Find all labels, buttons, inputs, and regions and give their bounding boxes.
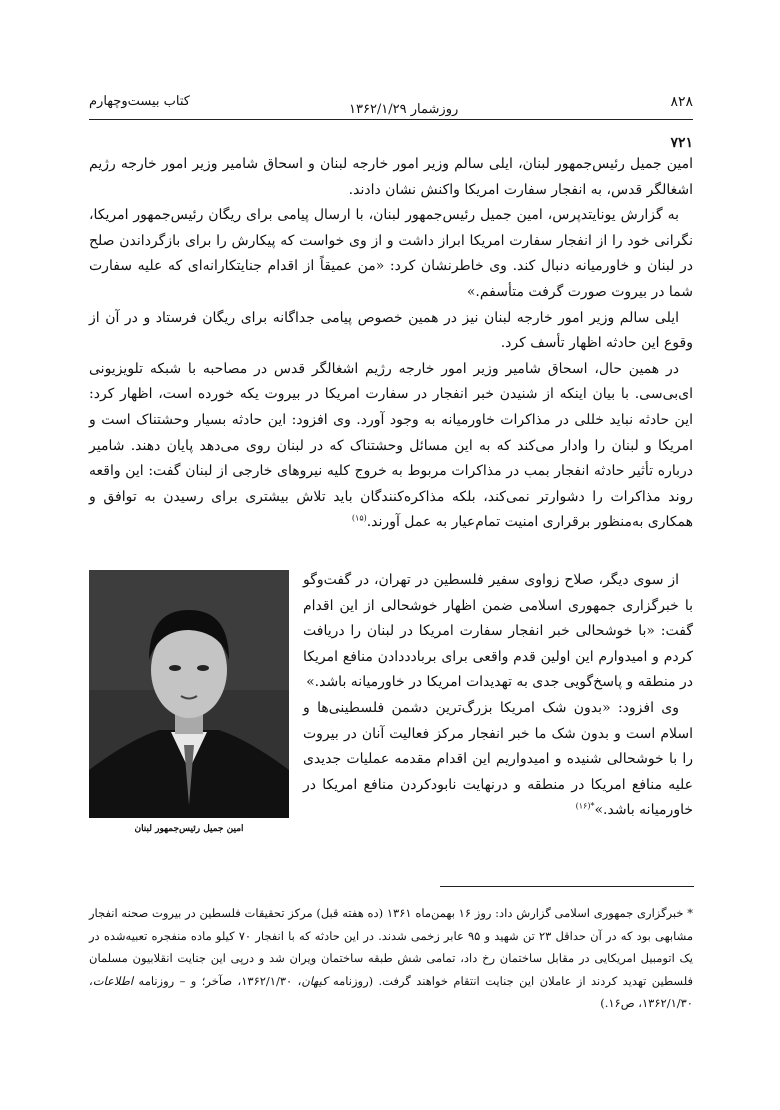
reference-marker: (۱۵) <box>351 513 367 523</box>
running-title: روزشمار ۱۳۶۲/۱/۲۹ <box>349 102 459 117</box>
footnote-source: اطلاعات <box>92 973 134 988</box>
footnote-text: ، ۱۳۶۲/۱/۳۰، ص۱۶.) <box>89 973 693 1010</box>
entry-number: ۷۲۱ <box>670 135 693 151</box>
photo-caption: امین جمیل رئیس‌جمهور لبنان <box>134 824 244 834</box>
footnote-text: * خبرگزاری جمهوری اسلامی گزارش داد: روز ۱۶ بهمن‌ماه ۱۳۶۱ (ده هفته قبل) مرکز تحقیقات فلسطین در بیروت صحنه انفجار مشابهی بود که در آن حداقل ۲۳ تن شهید و ۹۵ عابر زخمی شدند. در این حادثه که با انفجار ۷۰ کیلو ماده منفجره تعبیه‌شده در یک اتومبیل امریکایی در مقابل ساختمان رخ داد، تمامی شش طبقه ساختمان ویران شد و درپی این جنایت انقلابیون مسلمان فلسطین تهدید کردند از عاملان این جنایت انتقام خواهند گرفت. (روزنامه <box>89 906 693 988</box>
paragraph <box>303 696 693 824</box>
paragraph: از سوی دیگر، صلاح زواوی سفیر فلسطین در تهران، در گفت‌وگو با خبرگزاری جمهوری اسلامی ضمن اظهار خوشحالی از این اقدام گفت: «با خوشحالی خبر انفجار سفارت امریکا در لبنان را دریافت کردم و امیدوارم این اولین قدم واقعی برای بربادددادن منافع امریکا در منطقه و پاسخ‌گویی جدی به تهدیدات امریکا در خاورمیانه باشد.» <box>303 572 693 691</box>
paragraph: به گزارش یونایتدپرس، امین جمیل رئیس‌جمهور لبنان، با ارسال پیامی برای ریگان رئیس‌جمهور امریکا، نگرانی خود را از انفجار سفارت امریکا ابراز داشت و از وی خواست که پیکارش را برای بازگرداندن صلح در لبنان و خاورمیانه دنبال کند. وی خاطرنشان کرد: «من عمیقاً از اقدام جنایتکارانه‌ای که علیه سفارت شما در بیروت صورت گرفت متأسفم.» <box>89 207 693 300</box>
paragraph-text: در همین حال، اسحاق شامیر وزیر امور خارجه رژیم اشغالگر قدس در مصاحبه با شبکه تلویزیونی ای‌بی‌سی. با بیان اینکه از شنیدن خبر انفجار در سفارت امریکا در بیروت یکه خورده است، اظهار کرد: این حادثه نباید خللی در مذاکرات خاورمیانه به وجود آورد. وی افزود: این حادثه بسیار وحشتناک است و امریکا و لبنان را وادار می‌کند که به این مسائل وحشتناک که در لبنان روی می‌دهد پایان دهند. شامیر درباره تأثیر حادثه انفجار بمب در مذاکرات مربوط به خروج کلیه نیروهای خارجی از لبنان گفت: این واقعه روند مذاکرات را دشوارتر نمی‌کند، بلکه مذاکره‌کنندگان باید تلاش بیشتری برای رسیدن به توافق و همکاری به‌منظور برقراری امنیت تمام‌عیار به عمل آورند. <box>89 360 693 531</box>
footnote <box>89 902 693 1015</box>
page-header <box>89 92 693 118</box>
page-number: ۸۲۸ <box>670 94 693 110</box>
paragraph-text: وی افزود: «بدون شک امریکا بزرگ‌ترین دشمن فلسطینی‌ها و اسلام است و بدون شک ما خبر انفجار مرکز فعالیت آنان در بیروت را با خوشحالی شنیده و امیدواریم این اقدام مقدمه عملیات جدیدی علیه منافع امریکا در منطقه و درنهایت نابودکردن منافع امریکا در خاورمیانه باشد.» <box>303 699 693 819</box>
header-divider <box>89 119 693 120</box>
portrait-photo <box>89 570 289 818</box>
paragraph: ایلی سالم وزیر امور خارجه لبنان نیز در همین خصوص پیامی جداگانه برای ریگان فرستاد و در آن از وقوع این حادثه اظهار تأسف کرد. <box>89 309 693 352</box>
reference-marker: *(۱۶) <box>575 801 595 811</box>
footnote-source: کیهان <box>301 973 328 988</box>
side-text <box>303 568 693 824</box>
footnote-text: ، ۱۳۶۲/۱/۳۰، صآخر؛ و – روزنامه <box>133 973 302 988</box>
main-text <box>89 152 693 536</box>
portrait-illustration <box>89 570 289 818</box>
paragraph: امین جمیل رئیس‌جمهور لبنان، ایلی سالم وزیر امور خارجه لبنان و اسحاق شامیر وزیر امور خارجه رژیم اشغالگر قدس، به انفجار سفارت امریکا واکنش نشان دادند. <box>89 156 693 198</box>
footnote-divider <box>440 886 694 887</box>
book-title: کتاب بیست‌وچهارم <box>89 94 190 109</box>
paragraph <box>89 357 693 536</box>
